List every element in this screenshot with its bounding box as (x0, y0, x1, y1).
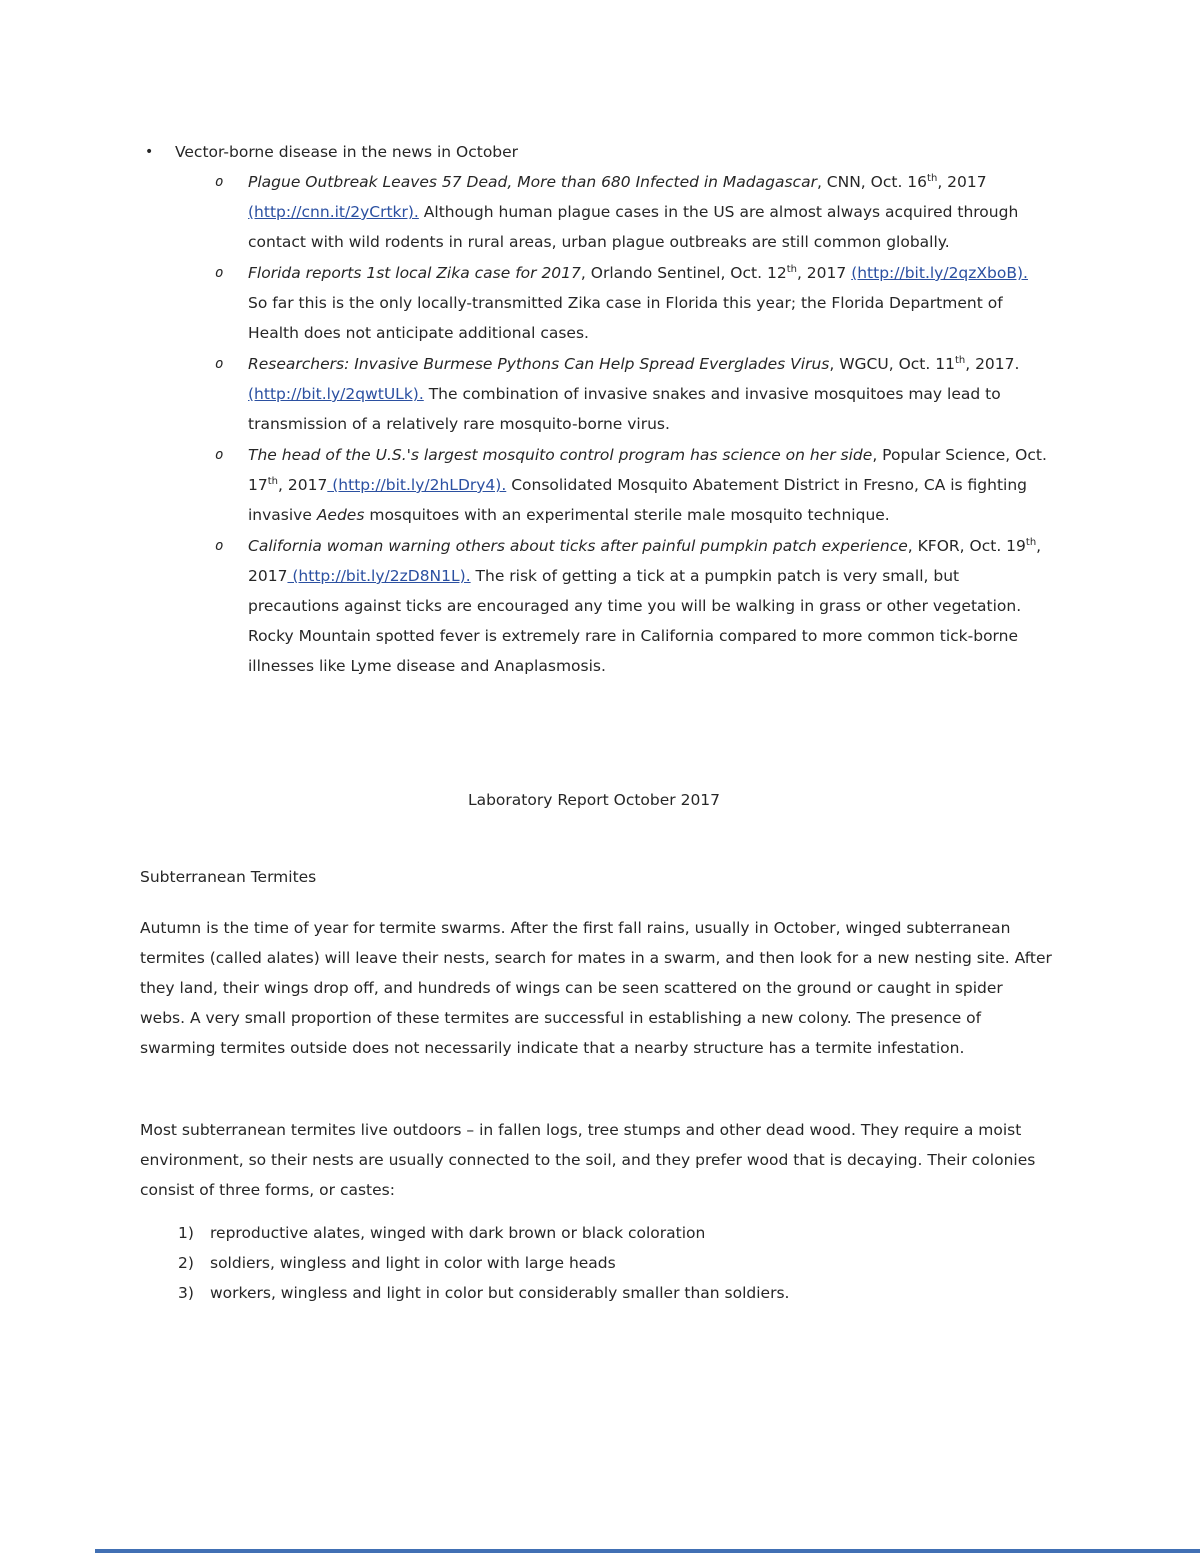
superscript-text: th (927, 172, 938, 184)
body-text: mosquitoes with an experimental sterile male mosquito technique. (364, 506, 890, 524)
hyperlink[interactable]: (http://bit.ly/2hLDry4). (327, 476, 507, 494)
list-item-text: soldiers, wingless and light in color with large heads (210, 1254, 616, 1272)
sub-bullet-icon: o (215, 265, 224, 281)
sub-bullet-icon: o (215, 174, 224, 190)
italic-text: Aedes (316, 506, 365, 524)
italic-text: Florida reports 1st local Zika case for 2017 (248, 264, 581, 282)
news-item-burmese-pythons (215, 349, 1050, 439)
superscript-text: th (1025, 536, 1037, 548)
news-item-mosquito-control (215, 440, 1050, 530)
italic-text: Plague Outbreak Leaves 57 Dead, More than 680 Infected in Madagascar (248, 173, 817, 191)
list-item-workers (178, 1278, 1070, 1308)
body-text: Although human plague cases in the US are almost always acquired through contact with wild rodents in rural areas, urban plague outbreaks are still common globally. (248, 203, 1019, 251)
news-heading-row (145, 137, 1055, 167)
bullet-icon: • (145, 144, 154, 160)
italic-text: The head of the U.S.'s largest mosquito control program has science on her side (248, 446, 873, 464)
body-text: , 2017 (937, 173, 987, 191)
hyperlink[interactable]: (http://cnn.it/2yCrtkr). (248, 203, 419, 221)
news-bullet-list (0, 137, 1200, 682)
body-text: Consolidated Mosquito Abatement District in Fresno, CA is fighting invasive (248, 476, 1027, 524)
superscript-text: th (786, 263, 797, 275)
news-item-text (248, 173, 1018, 251)
paragraph-termite-swarms: Autumn is the time of year for termite swarms. After the first fall rains, usually in October, winged subterranean termites (called alates) will leave their nests, search for mates in a swarm, and then look for a new nesting site. After they land, their wings drop off, and hundreds of wings can be seen scattered on the ground or caught in spider webs. A very small proportion of these termites are successful in establishing a new colony. The presence of swarming termites outside does not necessarily indicate that a nearby structure has a termite infestation. (140, 919, 1052, 1057)
castes-list (178, 1218, 1070, 1308)
body-text: , WGCU, Oct. 11 (829, 355, 955, 373)
list-item-alates (178, 1218, 1070, 1248)
superscript-text: th (267, 475, 278, 487)
body-text: , 2017 (278, 476, 328, 494)
news-item-text (248, 446, 1047, 524)
body-text: , Orlando Sentinel, Oct. 12 (580, 264, 787, 282)
body-text: , CNN, Oct. 16 (816, 173, 928, 191)
list-number: 1) (178, 1224, 194, 1242)
body-text: , 2017 (796, 264, 852, 282)
news-item-text (248, 264, 1028, 342)
section-heading-subterranean-termites: Subterranean Termites (140, 868, 317, 886)
body-text: So far this is the only locally-transmitted Zika case in Florida this year; the Florida Department of Health does not anticipate additional cases. (248, 294, 1003, 342)
news-item-florida-zika (215, 258, 1050, 348)
body-text: , 2017 (248, 537, 1042, 585)
italic-text: California woman warning others about ticks after painful pumpkin patch experience (248, 537, 908, 555)
news-item-text (248, 355, 1019, 433)
list-number: 3) (178, 1284, 194, 1302)
sub-bullet-icon: o (215, 447, 224, 463)
hyperlink[interactable]: (http://bit.ly/2qwtULk). (248, 385, 424, 403)
news-item-text (248, 537, 1041, 675)
superscript-text: th (954, 354, 966, 366)
sub-bullet-icon: o (215, 356, 224, 372)
list-number: 2) (178, 1254, 194, 1272)
list-item-soldiers (178, 1248, 1070, 1278)
sub-bullet-icon: o (215, 538, 224, 554)
list-item-text: workers, wingless and light in color but considerably smaller than soldiers. (210, 1284, 790, 1302)
body-text: The combination of invasive snakes and invasive mosquitoes may lead to transmission of a relatively rare mosquito-borne virus. (248, 385, 1001, 433)
body-text: , KFOR, Oct. 19 (907, 537, 1026, 555)
body-text: The risk of getting a tick at a pumpkin patch is very small, but precautions against ticks are encouraged any time you will be walking in grass or other vegetation. Rocky Mountain spotted fever is extremely rare in California compared to more common tick-borne illnesses like Lyme disease and Anaplasmosis. (248, 567, 1022, 675)
report-title: Laboratory Report October 2017 (467, 791, 721, 809)
paragraph-termite-habitat: Most subterranean termites live outdoors – in fallen logs, tree stumps and other dead wood. They require a moist environment, so their nests are usually connected to the soil, and they prefer wood that is decaying. Their colonies consist of three forms, or castes: (140, 1121, 1036, 1199)
list-item-text: reproductive alates, winged with dark brown or black coloration (210, 1224, 706, 1242)
news-heading: Vector-borne disease in the news in October (175, 143, 519, 161)
news-item-ticks-pumpkin-patch (215, 531, 1050, 681)
body-text: , 2017. (965, 355, 1020, 373)
hyperlink[interactable]: (http://bit.ly/2zD8N1L). (287, 567, 471, 585)
italic-text: Researchers: Invasive Burmese Pythons Can Help Spread Everglades Virus (248, 355, 830, 373)
hyperlink[interactable]: (http://bit.ly/2qzXboB). (851, 264, 1028, 282)
bottom-edge-bar (95, 1549, 1200, 1553)
body-text: , Popular Science, Oct. 17 (248, 446, 1047, 494)
news-item-plague-madagascar (215, 167, 1050, 257)
